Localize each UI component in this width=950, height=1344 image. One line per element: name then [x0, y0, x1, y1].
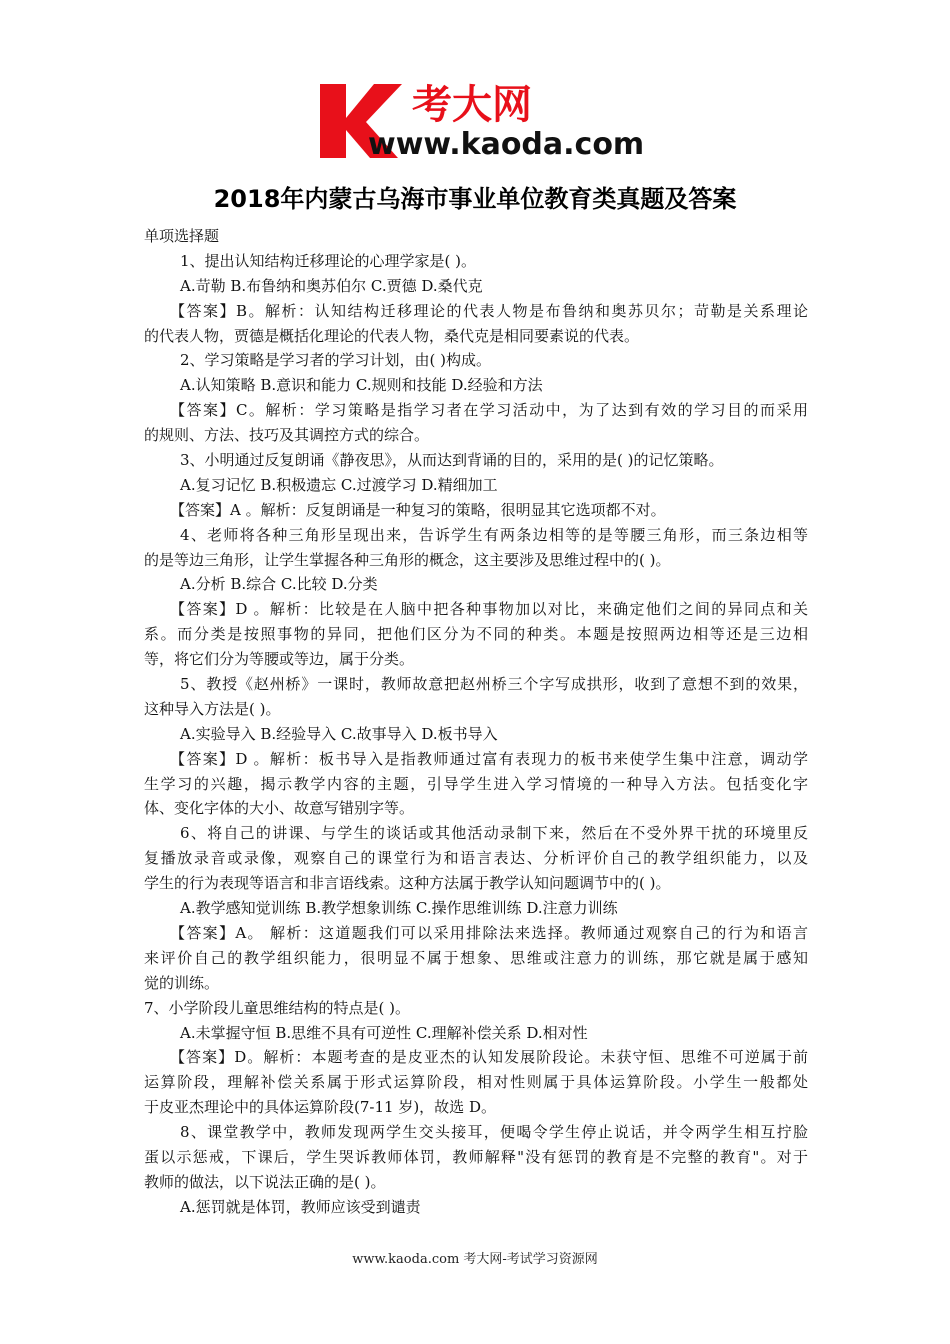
document-body: [144, 224, 808, 1220]
text-line: 等，将它们分为等腰或等边，属于分类。: [144, 650, 415, 669]
text-line: 【答案】D。解析：本题考查的是皮亚杰的认知发展阶段论。未获守恒、思维不可逆属于前: [170, 1048, 808, 1067]
text-line: 单项选择题: [144, 227, 220, 245]
text-line: 3、小明通过反复朗诵《静夜思》，从而达到背诵的目的，采用的是( )的记忆策略。: [180, 451, 724, 470]
text-line: 复播放录音或录像，观察自己的课堂行为和语言表达、分析评价自己的教学组织能力，以及: [144, 849, 808, 868]
text-line: 系。而分类是按照事物的异同，把他们区分为不同的种类。本题是按照两边相等还是三边相: [144, 625, 808, 644]
text-line: 1、提出认知结构迁移理论的心理学家是( )。: [180, 251, 477, 270]
text-line: 教师的做法，以下说法正确的是( )。: [144, 1172, 386, 1191]
text-line: 2、学习策略是学习者的学习计划，由( )构成。: [180, 351, 492, 370]
text-line: 来评价自己的教学组织能力，很明显不属于想象、思维或注意力的训练，那它就是属于感知: [144, 948, 808, 967]
page-title: 2018年内蒙古乌海市事业单位教育类真题及答案: [213, 185, 737, 213]
text-line: 学生的行为表现等语言和非言语线索。这种方法属于教学认知问题调节中的( )。: [144, 874, 671, 893]
text-line: 4、老师将各种三角形呈现出来，告诉学生有两条边相等的是等腰三角形，而三条边相等: [180, 525, 808, 544]
text-line: A.分析 B.综合 C.比较 D.分类: [180, 575, 378, 594]
text-line: A.未掌握守恒 B.思维不具有可逆性 C.理解补偿关系 D.相对性: [180, 1023, 588, 1042]
text-line: 【答案】A 。解析：反复朗诵是一种复习的策略，很明显其它选项都不对。: [170, 500, 666, 519]
text-line: 【答案】B。解析：认知结构迁移理论的代表人物是布鲁纳和奥苏贝尔；苛勒是关系理论: [170, 301, 808, 320]
logo-url-text: www.kaoda.com: [368, 127, 645, 162]
text-line: A.教学感知觉训练 B.教学想象训练 C.操作思维训练 D.注意力训练: [180, 899, 618, 918]
text-line: 运算阶段，理解补偿关系属于形式运算阶段，相对性则属于具体运算阶段。小学生一般都处: [144, 1073, 808, 1092]
text-line: A.认知策略 B.意识和能力 C.规则和技能 D.经验和方法: [180, 376, 543, 395]
text-line: 的是等边三角形，让学生掌握各种三角形的概念，这主要涉及思维过程中的( )。: [144, 550, 671, 569]
text-line: A.实验导入 B.经验导入 C.故事导入 D.板书导入: [180, 724, 498, 743]
text-line: 的代表人物，贾德是概括化理论的代表人物，桑代克是相同要素说的代表。: [144, 326, 640, 345]
text-line: 于皮亚杰理论中的具体运算阶段(7-11 岁)，故选 D。: [144, 1098, 496, 1117]
text-line: A.惩罚就是体罚，教师应该受到谴责: [180, 1197, 421, 1216]
text-line: 的规则、方法、技巧及其调控方式的综合。: [144, 426, 430, 445]
text-line: A.苛勒 B.布鲁纳和奥苏伯尔 C.贾德 D.桑代克: [180, 276, 483, 295]
text-line: 5、教授《赵州桥》一课时，教师故意把赵州桥三个字写成拱形，收到了意想不到的效果，: [180, 675, 808, 694]
text-line: 【答案】D 。解析：比较是在人脑中把各种事物加以对比，来确定他们之间的异同点和关: [170, 600, 808, 619]
text-line: 【答案】A。 解析：这道题我们可以采用排除法来选择。教师通过观察自己的行为和语言: [170, 923, 808, 942]
text-line: 8、课堂教学中，教师发现两学生交头接耳，便喝令学生停止说话，并令两学生相互拧脸: [180, 1123, 808, 1142]
text-line: 体、变化字体的大小、故意写错别字等。: [144, 799, 415, 818]
kaoda-logo: [316, 78, 646, 162]
text-line: 【答案】C。解析：学习策略是指学习者在学习活动中，为了达到有效的学习目的而采用: [170, 401, 808, 420]
text-line: A.复习记忆 B.积极遗忘 C.过渡学习 D.精细加工: [180, 475, 498, 494]
text-line: 6、将自己的讲课、与学生的谈话或其他活动录制下来，然后在不受外界干扰的环境里反: [180, 824, 808, 843]
text-line: 这种导入方法是( )。: [144, 699, 281, 718]
text-line: 生学习的兴趣，揭示教学内容的主题，引导学生进入学习情境的一种导入方法。包括变化字: [144, 774, 808, 793]
text-line: 觉的训练。: [144, 973, 220, 992]
logo-brand-text: 考大网: [412, 82, 532, 128]
text-line: 蛋以示惩戒，下课后，学生哭诉教师体罚，教师解释"没有惩罚的教育是不完整的教育"。对于: [144, 1147, 808, 1166]
page-footer: www.kaoda.com 考大网-考试学习资源网: [352, 1252, 598, 1267]
text-line: 7、小学阶段儿童思维结构的特点是( )。: [144, 998, 411, 1017]
text-line: 【答案】D 。解析：板书导入是指教师通过富有表现力的板书来使学生集中注意，调动学: [170, 749, 808, 768]
kaoda-logo-graphic: [316, 78, 646, 162]
